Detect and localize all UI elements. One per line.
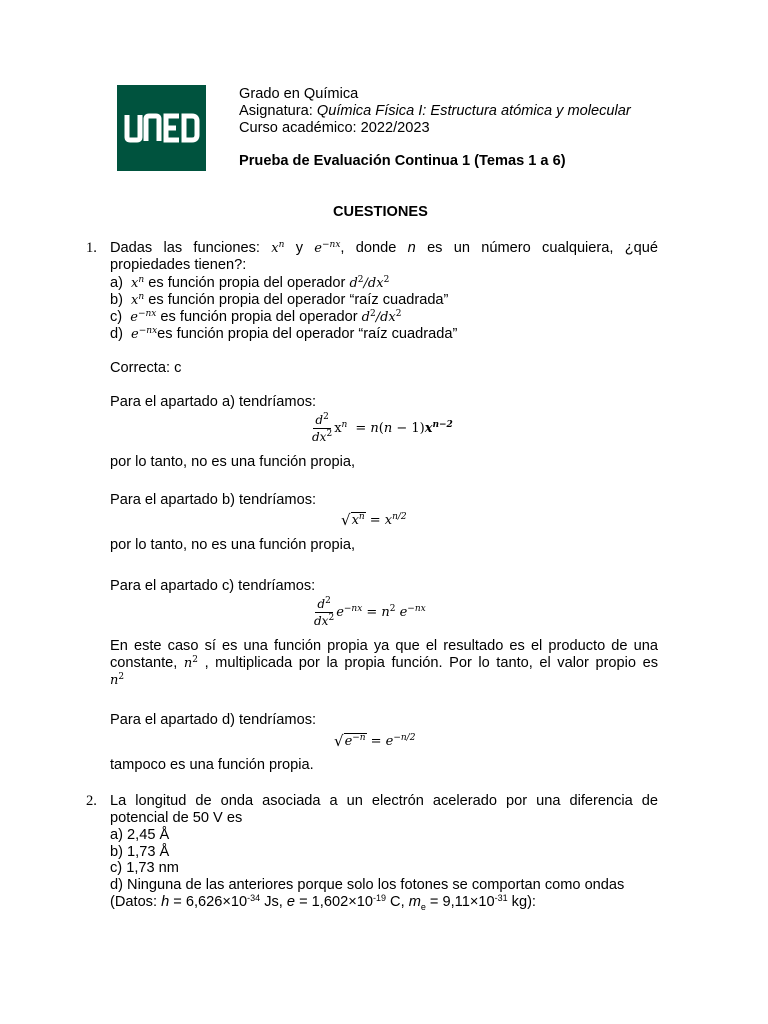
q2-option-b: b) 1,73 Å	[110, 844, 170, 860]
q2-mass-unit: kg):	[507, 894, 536, 910]
q1-option-a-label: a)	[110, 275, 123, 291]
q1-option-a-text: es función propia del operador	[148, 275, 346, 291]
q1-part-d-result: tampoco es una función propia.	[110, 757, 314, 773]
q1-answer: Correcta: c	[110, 360, 182, 376]
fraction-d2-dx2: $\frac{d^2}{dx^2}$	[312, 412, 333, 444]
uned-logo-icon	[124, 113, 200, 143]
uned-logo	[117, 85, 206, 171]
equation-part-d: √ $e^{-n}$ = $e^{-n/2}$	[334, 732, 416, 750]
q1-option-b-label: b)	[110, 292, 123, 308]
subject-name: Química Física I: Estructura atómica y molecular	[316, 103, 631, 119]
q2-option-d: d) Ninguna de las anteriores porque solo los fotones se comportan como ondas	[110, 877, 625, 893]
question-2-stem-line1: La longitud de onda asociada a un electrón acelerado por una diferencia de	[110, 793, 658, 809]
q1-option-b	[110, 292, 448, 309]
q2-mass-value: = 9,11×10	[425, 894, 495, 910]
q1-part-c-eigenvalue	[110, 672, 124, 689]
sqrt-e-n: √ $e^{-n}$	[334, 732, 366, 750]
question-2-number: 2.	[86, 793, 97, 809]
math-xn: $x^n$	[271, 240, 285, 256]
equation-part-b: √ $x^n$ = $x^{n/2}$	[341, 511, 407, 529]
q1-stem-and: y	[295, 240, 303, 256]
equation-part-a: $\frac{d^2}{dx^2}$ $x^n$ = $n(n - 1)x^{n-2}$	[312, 412, 453, 444]
q1-option-c-label: c)	[110, 309, 123, 325]
q2-option-a: a) 2,45 Å	[110, 827, 170, 843]
q2-charge-symbol: e	[286, 894, 296, 910]
q1-part-a-intro: Para el apartado a) tendríamos:	[110, 394, 317, 410]
equation-part-c: $\frac{d^2}{dx^2}$ $e^{-nx}$ = $n^2$ $e^{-nx}$	[314, 596, 426, 628]
section-title: CUESTIONES	[333, 204, 428, 220]
degree-line: Grado en Química	[239, 86, 359, 102]
q2-data-constants	[110, 894, 536, 916]
q1-option-d	[110, 326, 457, 343]
q1-part-b-result: por lo tanto, no es una función propia,	[110, 537, 356, 553]
math-e-nx: $e^{-nx}$	[130, 309, 157, 325]
math-xn: $x^n$	[131, 292, 145, 308]
q2-planck-value: = 6,626×10	[169, 894, 248, 910]
q1-stem-text-a: Dadas las funciones:	[110, 240, 260, 256]
math-d2-dx2: $d^2/dx^2$	[349, 275, 390, 291]
q1-stem-text-b: , donde	[340, 240, 397, 256]
math-d2-dx2: $d^2/dx^2$	[361, 309, 402, 325]
q2-planck-symbol: h	[161, 894, 170, 910]
exam-title: Prueba de Evaluación Continua 1 (Temas 1 a 6)	[239, 153, 566, 169]
q1-part-a-result: por lo tanto, no es una función propia,	[110, 454, 356, 470]
sqrt-xn: √ $x^n$	[341, 511, 365, 529]
question-1-stem-line2: propiedades tienen?:	[110, 257, 247, 273]
q2-option-c: c) 1,73 nm	[110, 860, 179, 876]
q1-part-c-intro: Para el apartado c) tendríamos:	[110, 578, 316, 594]
q1-option-c-text: es función propia del operador	[160, 309, 358, 325]
q1-part-c-text: , multiplicada por la propia función. Por lo tanto, el valor propio es	[204, 655, 658, 671]
q2-planck-unit: Js,	[260, 894, 287, 910]
math-e-nx: $e^{-nx}$	[131, 326, 158, 342]
q1-part-b-intro: Para el apartado b) tendríamos:	[110, 492, 317, 508]
q2-charge-exponent: -19	[372, 893, 386, 903]
q1-part-c-line2	[110, 655, 658, 672]
q1-option-a	[110, 275, 389, 292]
q2-mass-subscript: e	[420, 901, 426, 912]
q2-charge-value: = 1,602×10	[295, 894, 373, 910]
q2-planck-exponent: -34	[247, 893, 261, 903]
q1-stem-n: n	[407, 240, 416, 256]
math-n2: $n^2$	[183, 655, 199, 671]
academic-year-line: Curso académico: 2022/2023	[239, 120, 430, 136]
q2-data-open: (Datos:	[110, 894, 162, 910]
fraction-d2-dx2: $\frac{d^2}{dx^2}$	[314, 596, 335, 628]
q2-mass-exponent: -31	[494, 893, 508, 903]
q1-option-b-text: es función propia del operador “raíz cuadrada”	[148, 292, 449, 308]
q1-stem-text-c: es un número cualquiera, ¿qué	[427, 240, 658, 256]
q1-part-d-intro: Para el apartado d) tendríamos:	[110, 712, 317, 728]
math-n2: $n^2$	[110, 672, 125, 688]
subject-line	[239, 103, 631, 120]
math-e-nx: $e^{-nx}$	[314, 240, 341, 256]
q1-part-c-line1: En este caso sí es una función propia ya que el resultado es el producto de una	[110, 638, 658, 654]
subject-label: Asignatura:	[239, 103, 317, 119]
question-2-stem-line2: potencial de 50 V es	[110, 810, 243, 826]
q1-part-c-constant-label: constante,	[110, 655, 178, 671]
math-xn: $x^n$	[131, 275, 145, 291]
q1-option-c	[110, 309, 401, 326]
q1-option-d-text: es función propia del operador “raíz cuadrada”	[157, 326, 458, 342]
q2-charge-unit: C,	[385, 894, 409, 910]
q2-mass-symbol: m	[408, 894, 421, 910]
question-1-number: 1.	[86, 240, 97, 256]
question-1-stem-line1	[110, 240, 658, 257]
q1-option-d-label: d)	[110, 326, 123, 342]
